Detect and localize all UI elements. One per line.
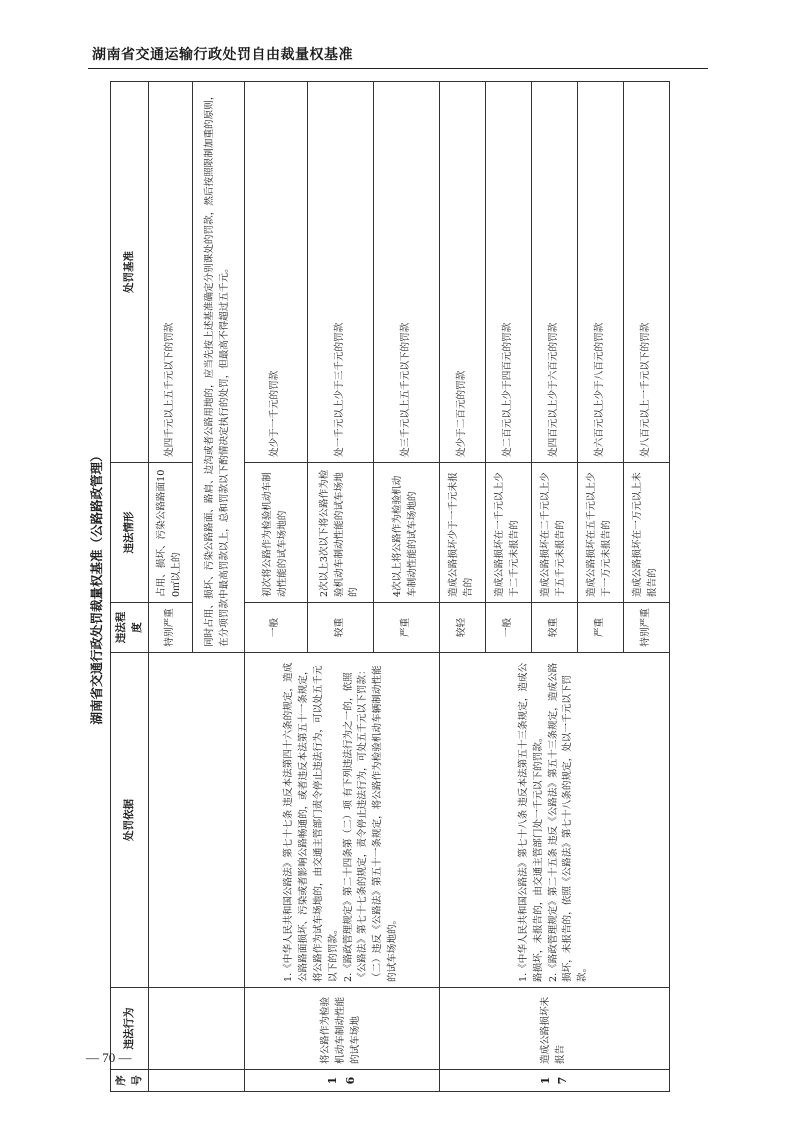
situation-cell: 占用、损坏、污染公路路面100㎡以上的 (148, 463, 192, 603)
degree-cell: 较轻 (439, 603, 485, 653)
col-header-no: 序号 (111, 1070, 149, 1092)
situation-cell: 造成公路损坏少于一千元未报告的 (439, 463, 485, 603)
rotated-table-block (84, 82, 702, 1092)
prev-basis-cell (148, 653, 244, 988)
degree-cell: 严重 (577, 603, 623, 653)
standard-cell: 处八百元以上一千元以下的罚款 (623, 82, 669, 463)
situation-cell: 造成公路损坏在一万元以上未报告的 (623, 463, 669, 603)
page-number: — 70 — (86, 1050, 132, 1065)
penalty-table (110, 81, 670, 1092)
col-header-standard: 处罚基准 (111, 82, 149, 463)
violation-act-cell: 造成公路损坏未报告 (439, 988, 669, 1070)
legal-basis-cell (439, 653, 669, 988)
basis-paragraph: 1.《中华人民共和国公路法》第七十七条 违反本法第四十六条的规定，造成公路路面损坏、污染或者影响公路畅通的，或者违反本法第五十一条规定，将公路作为试车场地的，由交通主管部门责令停止违法行为，可以处五千元以下的罚款。 (283, 662, 339, 982)
prev-act-cell (148, 988, 244, 1070)
degree-cell: 特别严重 (623, 603, 669, 653)
col-header-degree: 违法程度 (111, 603, 149, 653)
degree-cell: 较重 (307, 603, 373, 653)
situation-cell: 造成公路损坏在一千元以上少于二千元未报告的 (485, 463, 531, 603)
situation-cell: 造成公路损坏在五千元以上少于一万元未报告的 (577, 463, 623, 603)
merge-note-cell: 同时占用、损坏、污染公路路面、路肩、边沟或者公路用地的，应当先按上述基准确定分别课处的罚款，然后按照限制加重的原则，在分项罚款中最高罚款以上，总和罚款以下酌情决定执行的处罚，但最高不得超过五千元。 (192, 82, 244, 653)
legal-basis-cell (244, 653, 439, 988)
row-number: 16 (244, 1070, 439, 1092)
standard-cell: 处四千元以上五千元以下的罚款 (148, 82, 192, 463)
running-header: 湖南省交通运输行政处罚自由裁量权基准 (92, 47, 353, 63)
col-header-act: 违法行为 (111, 988, 149, 1070)
degree-cell: 较重 (531, 603, 577, 653)
table-header-row (111, 82, 149, 1092)
table-row (148, 82, 192, 1092)
standard-cell: 处少于一千元的罚款 (244, 82, 307, 463)
col-header-basis: 处罚依据 (111, 653, 149, 988)
col-header-situation: 违法情形 (111, 463, 149, 603)
basis-paragraph: 1.《中华人民共和国公路法》第七十八条 违反本法第五十三条规定，造成公路损坏，未报告的，由交通主管部门处一千元以下的罚款。 (517, 662, 544, 982)
degree-cell: 一般 (244, 603, 307, 653)
table-row (439, 82, 485, 1092)
header-rule (88, 68, 708, 69)
basis-paragraph: 2.《路政管理规定》第二十五条 违反《公路法》第五十三条规定，造成公路损坏，未报告的，依照《公路法》第七十八条的规定，处以一千元以下罚款。 (547, 662, 589, 982)
violation-act-cell: 将公路作为检验机动车制动性能的试车场地 (244, 988, 439, 1070)
table-caption: 湖南省交通行政处罚裁量权基准（公路路政管理） (89, 449, 104, 725)
degree-cell: 一般 (485, 603, 531, 653)
standard-cell: 处四百元以上少于六百元的罚款 (531, 82, 577, 463)
standard-cell: 处少于二百元的罚款 (439, 82, 485, 463)
standard-cell: 处三千元以上五千元以下的罚款 (373, 82, 439, 463)
situation-cell: 2次以上3次以下将公路作为检验机动车制动性能的试车场地的 (307, 463, 373, 603)
table-row (244, 82, 307, 1092)
degree-cell: 特别严重 (148, 603, 192, 653)
basis-paragraph: 2.《路政管理规定》第二十四条第（二）项 有下列违法行为之一的，依照《公路法》第七十七条的规定，责令停止违法行为，可处五千元以下罚款： (342, 665, 369, 982)
standard-cell: 处一千元以上少于三千元的罚款 (307, 82, 373, 463)
prev-no-cell (148, 1070, 244, 1092)
degree-cell: 严重 (373, 603, 439, 653)
standard-cell: 处六百元以上少于八百元的罚款 (577, 82, 623, 463)
row-number: 17 (439, 1070, 669, 1092)
standard-cell: 处二百元以上少于四百元的罚款 (485, 82, 531, 463)
situation-cell: 初次将公路作为检验机动车制动性能的试车场地的 (244, 463, 307, 603)
situation-cell: 造成公路损坏在二千元以上少于五千元未报告的 (531, 463, 577, 603)
situation-cell: 4次以上将公路作为检验机动车制动性能的试车场地的 (373, 463, 439, 603)
basis-paragraph: （二）违反《公路法》第五十一条规定，将公路作为检验机动车辆制动性能的试车场地的。 (372, 665, 399, 982)
